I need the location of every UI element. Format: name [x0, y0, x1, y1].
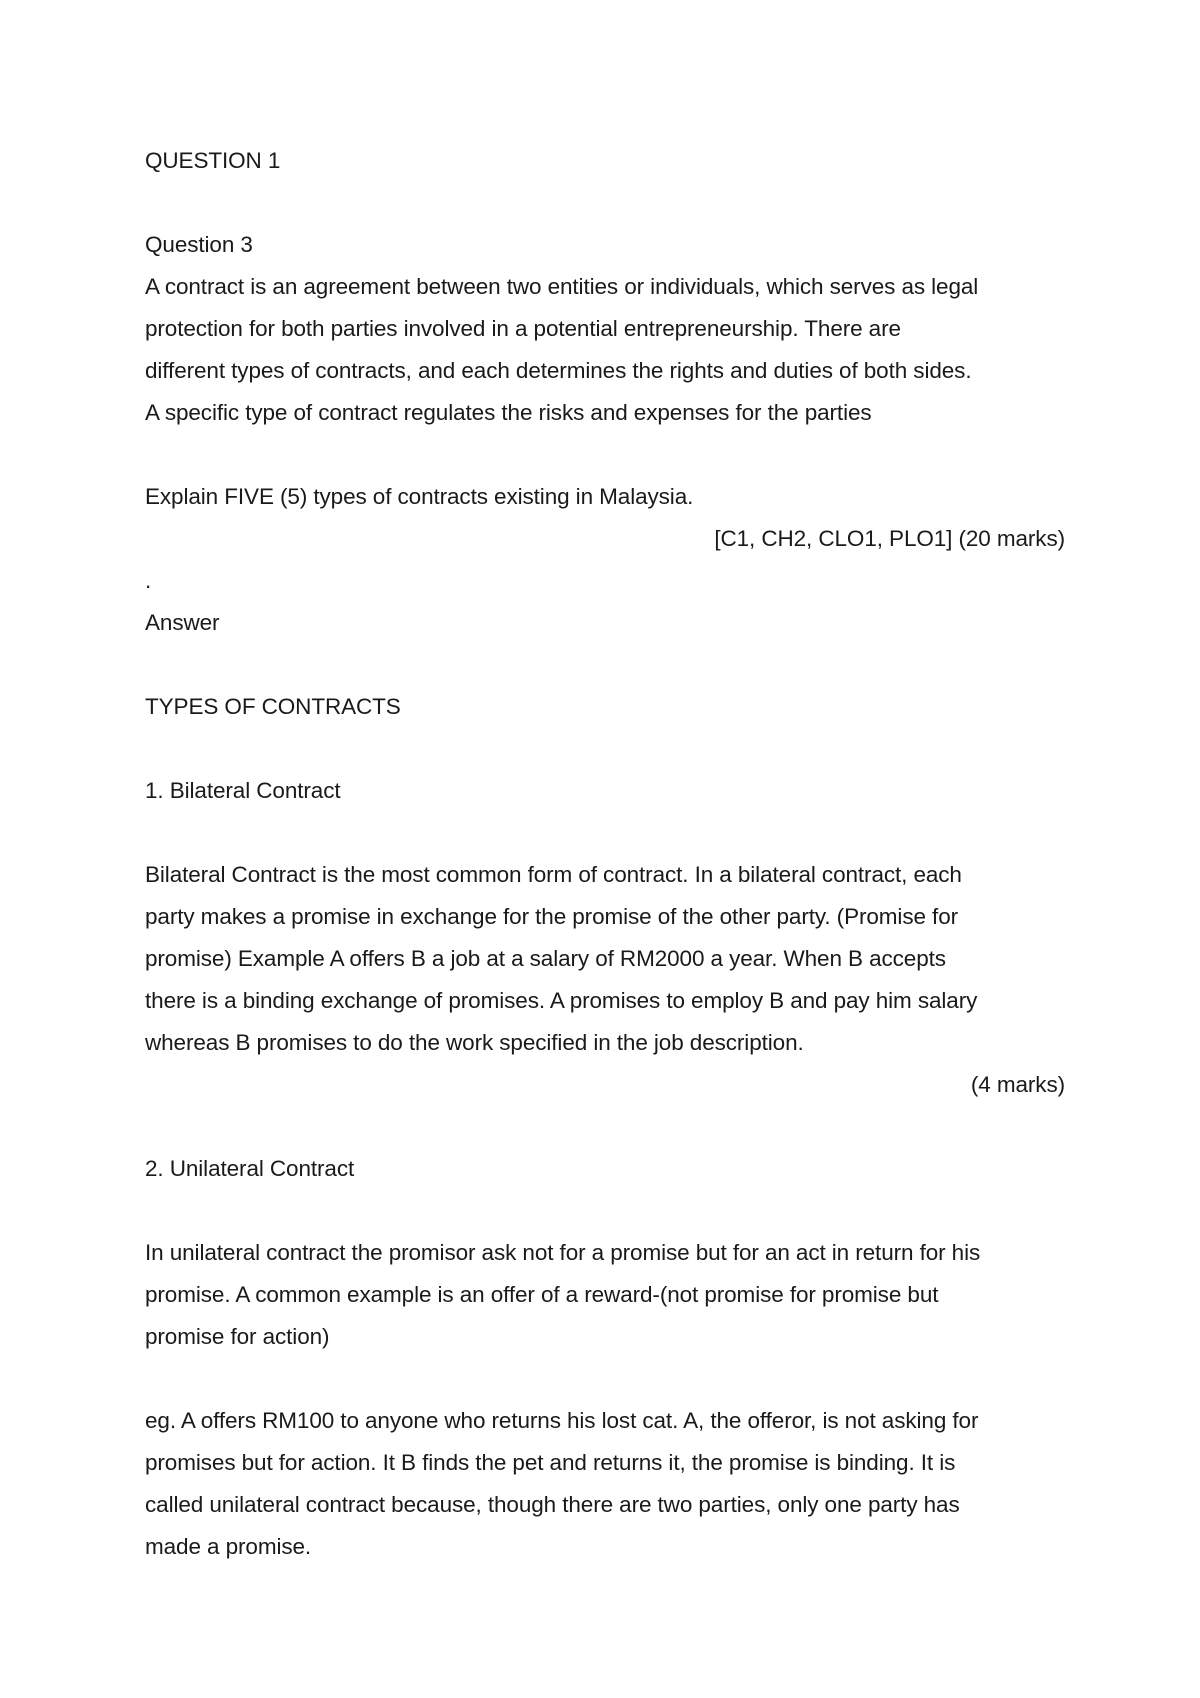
paragraph-line: promise for action) — [145, 1324, 330, 1349]
intro-line: different types of contracts, and each determines the rights and duties of both sides. — [145, 358, 972, 383]
paragraph-line: promise) Example A offers B a job at a salary of RM2000 a year. When B accepts — [145, 946, 946, 971]
item-title: 2. Unilateral Contract — [145, 1156, 355, 1181]
paragraph-line: whereas B promises to do the work specified in the job description. — [145, 1030, 804, 1055]
intro-line: A specific type of contract regulates the risks and expenses for the parties — [145, 400, 872, 425]
question-number: Question 3 — [145, 232, 253, 257]
item-paragraph — [145, 854, 1065, 1064]
question-heading: QUESTION 1 — [145, 148, 281, 173]
intro-paragraph — [145, 266, 1065, 434]
paragraph-line: called unilateral contract because, though there are two parties, only one party has — [145, 1492, 960, 1517]
spacer — [145, 728, 1065, 770]
dot-mark: . — [145, 568, 152, 593]
spacer — [145, 1358, 1065, 1400]
paragraph-line: party makes a promise in exchange for the promise of the other party. (Promise for — [145, 904, 958, 929]
spacer — [145, 644, 1065, 686]
item-paragraph — [145, 1400, 1065, 1568]
spacer — [145, 182, 1065, 224]
section-title: TYPES OF CONTRACTS — [145, 694, 401, 719]
spacer — [145, 812, 1065, 854]
document-page — [145, 140, 1065, 1568]
task-text: Explain FIVE (5) types of contracts existing in Malaysia. — [145, 484, 694, 509]
paragraph-line: In unilateral contract the promisor ask not for a promise but for an act in return for his — [145, 1240, 981, 1265]
intro-line: A contract is an agreement between two entities or individuals, which serves as legal — [145, 274, 979, 299]
spacer — [145, 1190, 1065, 1232]
answer-label: Answer — [145, 610, 220, 635]
paragraph-line: promise. A common example is an offer of a reward-(not promise for promise but — [145, 1282, 939, 1307]
paragraph-line: Bilateral Contract is the most common form of contract. In a bilateral contract, each — [145, 862, 962, 887]
spacer — [145, 1106, 1065, 1148]
item-title: 1. Bilateral Contract — [145, 778, 341, 803]
item-paragraph — [145, 1232, 1065, 1358]
paragraph-line: made a promise. — [145, 1534, 312, 1559]
spacer — [145, 434, 1065, 476]
paragraph-line: there is a binding exchange of promises. A promises to employ B and pay him salary — [145, 988, 978, 1013]
paragraph-line: promises but for action. It B finds the pet and returns it, the promise is binding. It is — [145, 1450, 956, 1475]
item-marks: (4 marks) — [970, 1072, 1065, 1097]
task-marks: [C1, CH2, CLO1, PLO1] (20 marks) — [714, 526, 1065, 551]
paragraph-line: eg. A offers RM100 to anyone who returns his lost cat. A, the offeror, is not asking for — [145, 1408, 979, 1433]
intro-line: protection for both parties involved in a potential entrepreneurship. There are — [145, 316, 901, 341]
